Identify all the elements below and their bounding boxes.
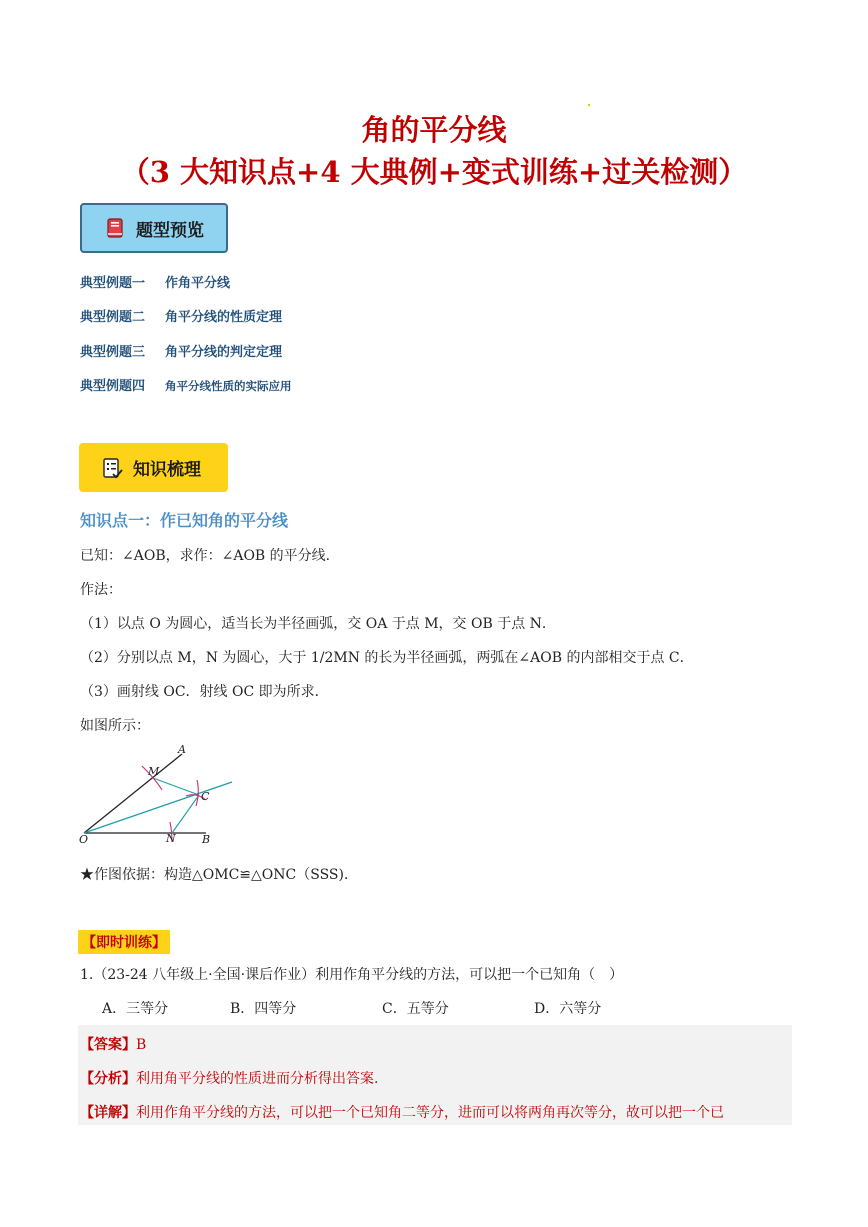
page-subtitle: （3 大知识点+4 大典例+变式训练+过关检测）	[120, 155, 748, 189]
option-c[interactable]: C．五等分	[382, 1001, 449, 1017]
label-b: B	[202, 833, 211, 846]
option-d[interactable]: D．六等分	[534, 1001, 602, 1017]
preview-banner-label: 题型预览	[136, 220, 204, 241]
given-text: 已知：∠AOB，求作：∠AOB 的平分线．	[80, 548, 340, 564]
step-2: （2）分别以点 M，N 为圆心，大于 1/2MN 的长为半径画弧，两弧在∠AOB 的内部相交于点 C．	[80, 650, 694, 666]
analysis-tag: 【分析】	[80, 1071, 136, 1087]
option-b[interactable]: B．四等分	[230, 1001, 297, 1017]
detail-tag: 【详解】	[80, 1105, 136, 1121]
angle-bisector-figure	[76, 740, 246, 850]
knowledge-banner-label: 知识梳理	[133, 460, 201, 480]
step-3: （3）画射线 OC．射线 OC 即为所求．	[80, 684, 329, 700]
book-icon	[104, 217, 126, 239]
question-1: 1.（23-24 八年级上·全国·课后作业）利用作角平分线的方法，可以把一个已知角（ ）	[80, 967, 624, 983]
page-title: 角的平分线	[361, 113, 507, 147]
ray-oa	[84, 754, 182, 833]
label-n: N	[166, 832, 176, 845]
decorative-dot	[588, 104, 590, 106]
answer-line	[80, 1034, 146, 1054]
arc-c2	[196, 780, 198, 806]
analysis-line	[80, 1068, 378, 1088]
option-a[interactable]: A．三等分	[102, 1001, 169, 1017]
knowledge-point-title: 知识点一：作已知角的平分线	[80, 511, 289, 530]
detail-text: 利用作角平分线的方法，可以把一个已知角二等分，进而可以将两角再次等分，故可以把一个已	[136, 1105, 724, 1121]
figure-caption: 如图所示：	[80, 718, 150, 734]
toc-item-3[interactable]: 典型例题三 角平分线的判定定理	[80, 345, 283, 360]
ray-oc	[84, 782, 232, 833]
toc-item-4[interactable]: 典型例题四 角平分线性质的实际应用	[80, 379, 292, 394]
detail-line	[80, 1102, 724, 1122]
analysis-text: 利用角平分线的性质进而分析得出答案.	[136, 1071, 379, 1087]
checklist-icon	[101, 457, 123, 479]
method-label: 作法：	[80, 582, 122, 598]
label-c: C	[201, 790, 210, 803]
toc-item-2[interactable]: 典型例题二 角平分线的性质定理	[80, 310, 283, 325]
toc-item-1[interactable]: 典型例题一 作角平分线	[80, 276, 231, 291]
preview-banner	[80, 203, 228, 253]
label-a: A	[178, 743, 186, 756]
construction-basis: ★作图依据：构造△OMC≌△ONC（SSS)．	[80, 867, 358, 883]
training-label: 【即时训练】	[78, 930, 170, 954]
label-o: O	[79, 833, 89, 846]
step-1: （1）以点 O 为圆心，适当长为半径画弧，交 OA 于点 M，交 OB 于点 N．	[80, 616, 556, 632]
answer-tag: 【答案】	[80, 1037, 136, 1053]
answer-value: B	[136, 1037, 147, 1053]
options-row	[102, 998, 702, 1018]
knowledge-banner	[79, 443, 228, 492]
label-m: M	[148, 765, 160, 778]
